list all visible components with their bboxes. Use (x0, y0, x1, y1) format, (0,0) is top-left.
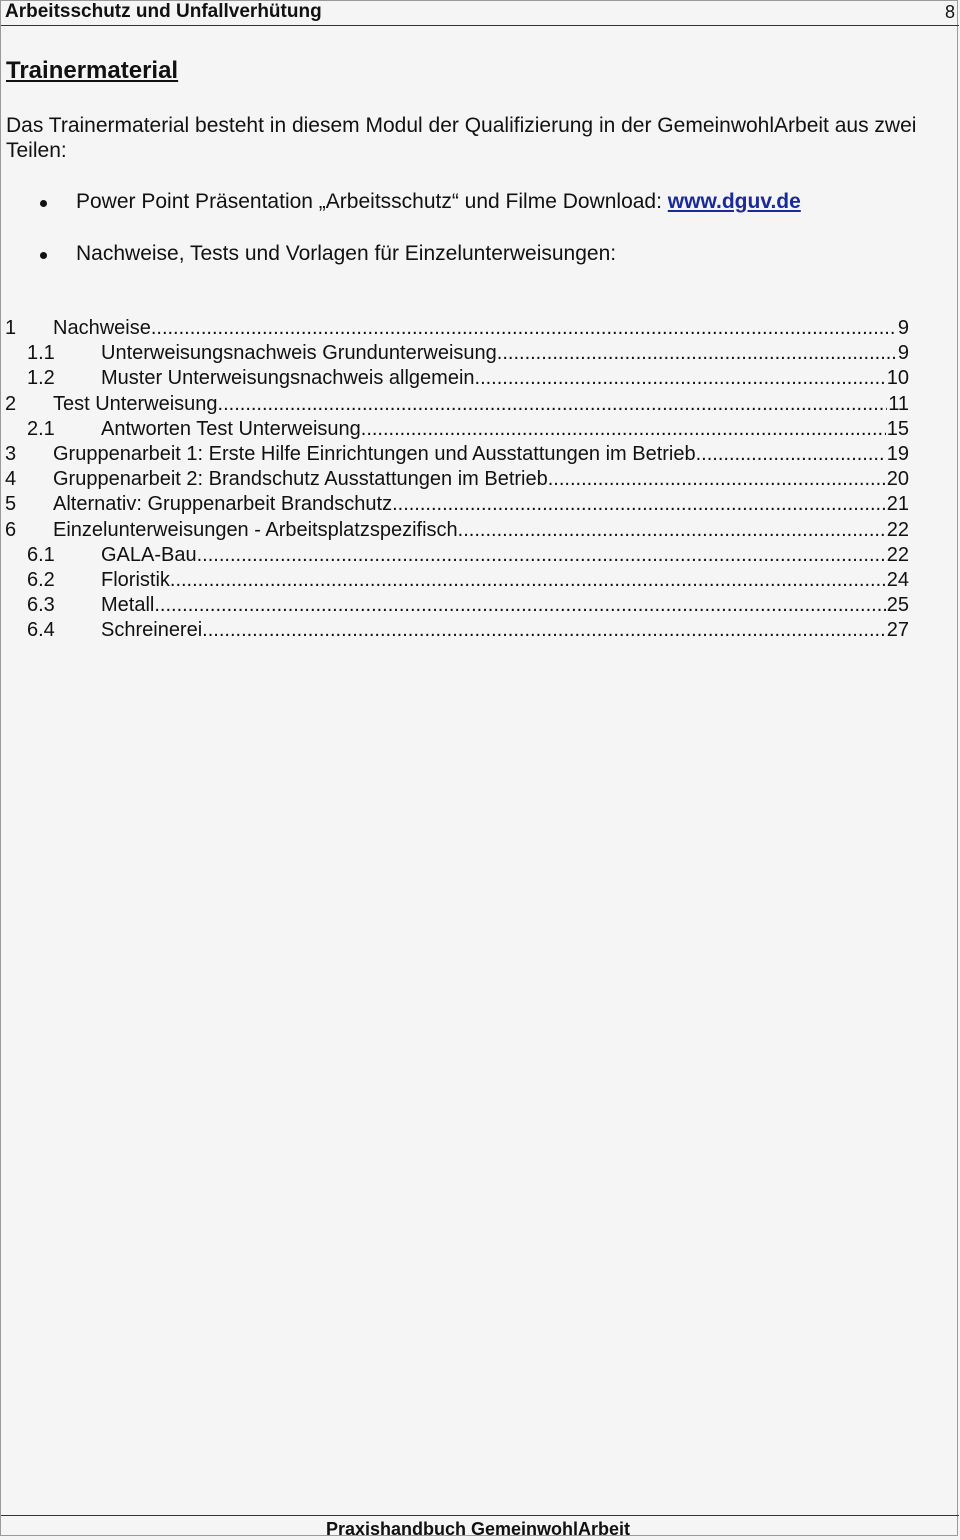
toc-entry-body (53, 492, 909, 517)
toc-number: 6.4 (27, 619, 55, 642)
toc-label: Floristik (101, 568, 170, 591)
toc-label: Gruppenarbeit 2: Brandschutz Ausstattungen im Betrieb (53, 468, 548, 491)
bullet-dot-icon (40, 200, 47, 207)
toc-leader-dots (475, 366, 886, 391)
table-of-contents (1, 316, 909, 643)
toc-entry-body (101, 568, 909, 593)
toc-page-number: 9 (897, 317, 909, 339)
toc-label: GALA-Bau (101, 543, 197, 566)
toc-entry-body (53, 316, 909, 341)
toc-leader-dots (170, 568, 886, 593)
toc-label: Nachweise (53, 317, 151, 339)
toc-entry[interactable] (1, 492, 909, 517)
toc-number: 4 (5, 468, 17, 491)
header-title: Arbeitsschutz und Unfallverhütung (5, 1, 322, 22)
toc-page-number: 22 (886, 518, 909, 541)
header-rule (1, 25, 959, 26)
intro-paragraph: Das Trainermaterial besteht in diesem Modul der Qualifizierung in der GemeinwohlArbeit aus zwei Teilen: (6, 114, 917, 162)
toc-leader-dots (154, 593, 885, 618)
toc-entry-body (101, 417, 909, 442)
toc-page-number: 9 (897, 342, 909, 365)
footer-rule (1, 1515, 959, 1516)
toc-page-number: 15 (886, 417, 909, 440)
toc-label: Muster Unterweisungsnachweis allgemein (101, 367, 475, 390)
toc-number: 5 (5, 493, 17, 516)
toc-leader-dots (151, 316, 897, 341)
toc-label: Metall (101, 594, 155, 617)
toc-leader-dots (218, 392, 888, 417)
toc-label: Antworten Test Unterweisung (101, 417, 361, 440)
toc-page-number: 21 (886, 493, 909, 516)
toc-leader-dots (548, 467, 886, 492)
toc-leader-dots (202, 618, 886, 643)
toc-label: Test Unterweisung (53, 392, 218, 415)
toc-entry-body (101, 593, 909, 618)
toc-entry-body (53, 442, 909, 467)
toc-leader-dots (696, 442, 886, 467)
toc-entry[interactable] (1, 366, 909, 391)
toc-label: Einzelunterweisungen - Arbeitsplatzspezifisch (53, 518, 458, 541)
toc-page-number: 25 (886, 594, 909, 617)
page-footer (1, 1518, 959, 1540)
toc-page-number: 19 (886, 442, 909, 465)
bullet-text: Nachweise, Tests und Vorlagen für Einzelunterweisungen: (76, 242, 617, 265)
toc-entry[interactable] (1, 442, 909, 467)
toc-number: 6 (5, 518, 17, 541)
toc-entry[interactable] (1, 467, 909, 492)
toc-entry-body (101, 341, 909, 366)
bullet-item-nachweise (1, 241, 801, 266)
footer-text: Praxishandbuch GemeinwohlArbeit (325, 1519, 631, 1539)
toc-leader-dots (458, 518, 886, 543)
bullet-item-presentation (1, 189, 801, 214)
toc-page-number: 11 (888, 392, 909, 415)
bullet-list (1, 189, 801, 266)
toc-number: 6.1 (27, 543, 55, 566)
toc-entry[interactable] (1, 543, 909, 568)
toc-entry-body (53, 467, 909, 492)
toc-entry[interactable] (1, 568, 909, 593)
page-number: 8 (944, 2, 955, 22)
toc-entry[interactable] (1, 417, 909, 442)
toc-number: 2 (5, 392, 17, 415)
toc-number: 3 (5, 442, 17, 465)
toc-page-number: 10 (886, 367, 909, 390)
dguv-link[interactable]: www.dguv.de (667, 190, 801, 213)
toc-number: 6.3 (27, 594, 55, 617)
toc-entry[interactable] (1, 341, 909, 366)
toc-label: Alternativ: Gruppenarbeit Brandschutz (53, 493, 393, 516)
toc-page-number: 27 (886, 619, 909, 642)
toc-number: 1.1 (27, 342, 55, 365)
toc-entry-body (101, 366, 909, 391)
toc-leader-dots (497, 341, 897, 366)
toc-number: 1.2 (27, 367, 55, 390)
toc-entry[interactable] (1, 392, 909, 417)
toc-leader-dots (392, 492, 886, 517)
toc-page-number: 24 (886, 568, 909, 591)
toc-entry[interactable] (1, 593, 909, 618)
toc-entry[interactable] (1, 518, 909, 543)
toc-number: 2.1 (27, 417, 55, 440)
toc-label: Gruppenarbeit 1: Erste Hilfe Einrichtungen und Ausstattungen im Betrieb (53, 442, 696, 465)
section-title: Trainermaterial (6, 57, 179, 84)
toc-entry[interactable] (1, 316, 909, 341)
toc-leader-dots (361, 417, 886, 442)
toc-entry[interactable] (1, 618, 909, 643)
toc-page-number: 22 (886, 543, 909, 566)
toc-entry-body (53, 392, 909, 417)
toc-label: Schreinerei (101, 619, 203, 642)
toc-number: 6.2 (27, 568, 55, 591)
page-header (5, 1, 957, 23)
toc-number: 1 (5, 317, 17, 339)
toc-entry-body (101, 543, 909, 568)
bullet-dot-icon (40, 252, 47, 259)
toc-label: Unterweisungsnachweis Grundunterweisung (101, 342, 497, 365)
toc-entry-body (53, 518, 909, 543)
bullet-text: Power Point Präsentation „Arbeitsschutz“ und Filme Download: (76, 190, 668, 213)
toc-leader-dots (197, 543, 886, 568)
toc-page-number: 20 (886, 468, 909, 491)
toc-entry-body (101, 618, 909, 643)
